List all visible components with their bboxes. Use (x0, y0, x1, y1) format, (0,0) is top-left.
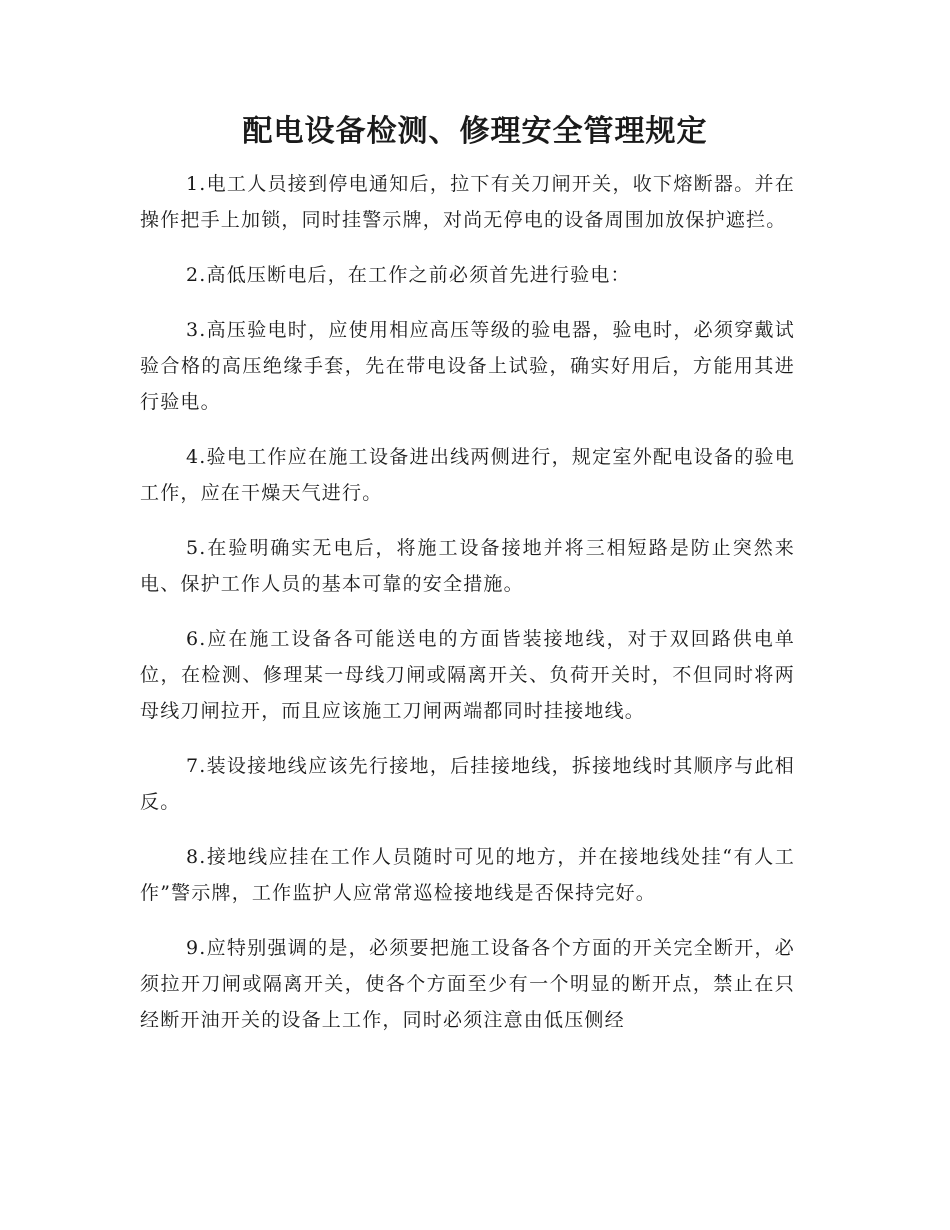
page-title: 配电设备检测、修理安全管理规定 (242, 114, 708, 149)
paragraph-7: 7.装设接地线应该先行接地，后挂接地线，拆接地线时其顺序与此相反。 (140, 755, 795, 813)
paragraph-2: 2.高低压断电后，在工作之前必须首先进行验电： (186, 264, 631, 286)
paragraph-9: 9.应特别强调的是，必须要把施工设备各个方面的开关完全断开，必须拉开刀闸或隔离开关，使各个方面至少有一个明显的断开点，禁止在只经断开油开关的设备上工作，同时必须注意由低压侧经 (140, 937, 795, 1031)
paragraph-5: 5.在验明确实无电后，将施工设备接地并将三相短路是防止突然来电、保护工作人员的基本可靠的安全措施。 (140, 537, 795, 595)
document-body (140, 166, 795, 1057)
paragraph-6: 6.应在施工设备各可能送电的方面皆装接地线，对于双回路供电单位，在检测、修理某一母线刀闸或隔离开关、负荷开关时，不但同时将两母线刀闸拉开，而且应该施工刀闸两端都同时挂接地线。 (140, 628, 795, 722)
paragraph-8: 8.接地线应挂在工作人员随时可见的地方，并在接地线处挂“有人工作”警示牌，工作监护人应常常巡检接地线是否保持完好。 (140, 846, 795, 904)
paragraph-1: 1.电工人员接到停电通知后，拉下有关刀闸开关，收下熔断器。并在操作把手上加锁，同时挂警示牌，对尚无停电的设备周围加放保护遮拦。 (140, 173, 795, 231)
paragraph-3: 3.高压验电时，应使用相应高压等级的验电器，验电时，必须穿戴试验合格的高压绝缘手套，先在带电设备上试验，确实好用后，方能用其进行验电。 (140, 319, 795, 413)
paragraph-4: 4.验电工作应在施工设备进出线两侧进行，规定室外配电设备的验电工作，应在干燥天气进行。 (140, 446, 795, 504)
